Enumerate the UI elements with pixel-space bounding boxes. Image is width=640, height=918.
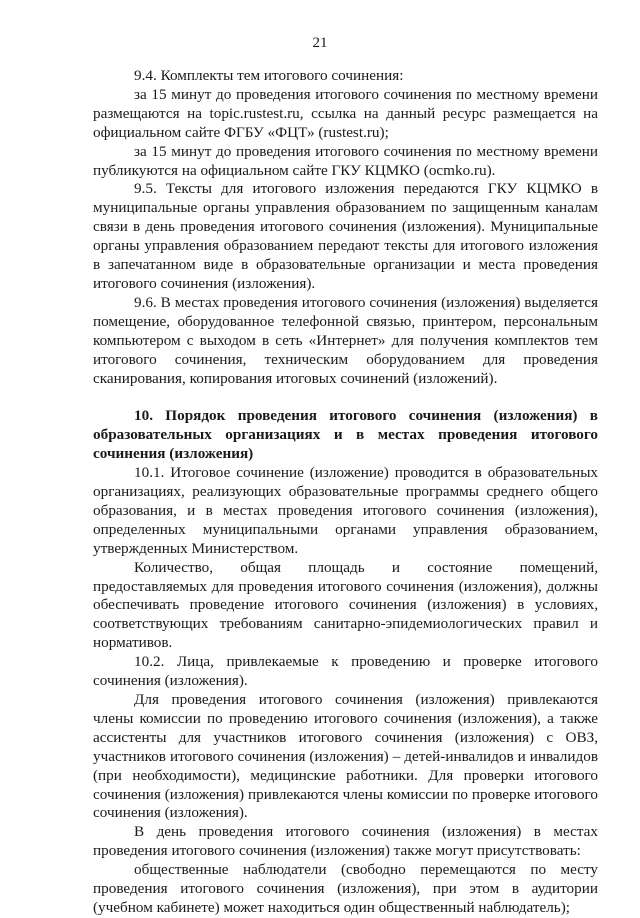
paragraph-9-5: 9.5. Тексты для итогового изложения передаются ГКУ КЦМКО в муниципальные органы управления образованием по защищенным каналам связи в день проведения итогового сочинения (изложения). Муниципальные органы управления образованием передают тексты для итогового изложения в запечатанном виде в образовательные организации и места проведения итогового сочинения (изложения).: [93, 180, 598, 292]
paragraph-10-2: 10.2. Лица, привлекаемые к проведению и проверке итогового сочинения (изложения).: [93, 653, 598, 690]
paragraph-10-1: 10.1. Итоговое сочинение (изложение) проводится в образовательных организациях, реализующих образовательные программы среднего общего образования, и в местах проведения итогового сочинения (изложения), определенных муниципальными органами управления образованием, утвержденных Министерством.: [93, 464, 598, 557]
paragraph-commission: Для проведения итогового сочинения (изложения) привлекаются члены комиссии по проведению итогового сочинения (изложения), а также ассистенты для участников итогового сочинения (изложения) с ОВЗ, участников итогового сочинения (изложения) – детей-инвалидов и инвалидов (при необходимости), медицинские работники. Для проверки итогового сочинения (изложения) привлекаются члены комиссии по проверке итогового сочинения (изложения).: [93, 691, 598, 822]
paragraph-attendees: В день проведения итогового сочинения (изложения) в местах проведения итогового сочинения (изложения) также могут присутствовать:: [93, 823, 598, 860]
paragraph-9-4-item-1: за 15 минут до проведения итогового сочинения по местному времени размещаются на topic.rustest.ru, ссылка на данный ресурс размещается на официальном сайте ФГБУ «ФЦТ» (rustest.ru);: [93, 85, 598, 141]
paragraph-9-6: 9.6. В местах проведения итогового сочинения (изложения) выделяется помещение, оборудованное телефонной связью, принтером, персональным компьютером с выходом в сеть «Интернет» для получения комплектов тем итогового сочинения, техническим оборудованием для проведения сканирования, копирования итоговых сочинений (изложений).: [93, 293, 598, 387]
page-number: 21: [312, 35, 328, 51]
section-heading-10: 10. Порядок проведения итогового сочинения (изложения) в образовательных организациях и в местах проведения итогового сочинения (изложения): [93, 407, 598, 463]
paragraph-9-4: 9.4. Комплекты тем итогового сочинения:: [134, 67, 404, 84]
paragraph-observers: общественные наблюдатели (свободно перемещаются по месту проведения итогового сочинения (изложения), при этом в аудитории (учебном кабинете) может находиться один общественный наблюдатель);: [93, 861, 598, 916]
paragraph-premises: Количество, общая площадь и состояние помещений, предоставляемых для проведения итогового сочинения (изложения), должны обеспечивать проведение итогового сочинения (изложения) в условиях, соответствующих требованиям санитарно-эпидемиологических правил и нормативов.: [93, 558, 598, 652]
paragraph-9-4-item-2: за 15 минут до проведения итогового сочинения по местному времени публикуются на официальном сайте ГКУ КЦМКО (ocmko.ru).: [93, 142, 598, 179]
document-body: [93, 67, 598, 918]
